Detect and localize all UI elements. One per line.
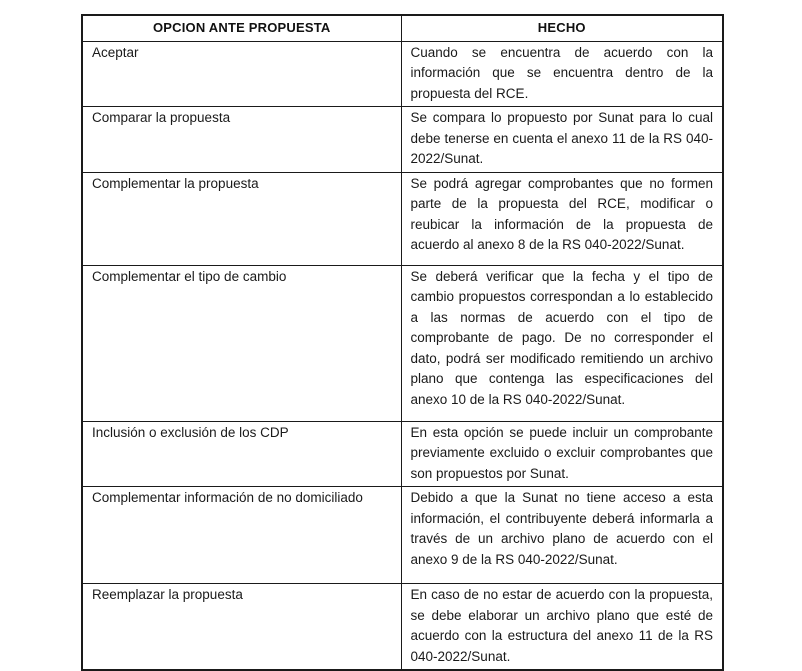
table-row xyxy=(82,172,723,265)
header-opcion-ante-propuesta: OPCION ANTE PROPUESTA xyxy=(82,15,401,41)
hecho-cell: Debido a que la Sunat no tiene acceso a esta información, el contribuyente deberá informarla a través de un archivo plano de acuerdo con el anexo 9 de la RS 040-2022/Sunat. xyxy=(401,487,723,584)
table-row xyxy=(82,584,723,671)
opcion-cell: Inclusión o exclusión de los CDP xyxy=(82,421,401,487)
table-row xyxy=(82,487,723,584)
opcion-cell: Aceptar xyxy=(82,41,401,107)
hecho-cell: Cuando se encuentra de acuerdo con la información que se encuentra dentro de la propuesta del RCE. xyxy=(401,41,723,107)
hecho-cell: En esta opción se puede incluir un comprobante previamente excluido o excluir comprobantes que son propuestos por Sunat. xyxy=(401,421,723,487)
hecho-cell: Se deberá verificar que la fecha y el tipo de cambio propuestos correspondan a lo establecido a las normas de acuerdo con el tipo de comprobante de pago. De no corresponder el dato, podrá ser modificado remitiendo un archivo plano que contenga las especificaciones del anexo 10 de la RS 040-2022/Sunat. xyxy=(401,265,723,421)
table-row xyxy=(82,265,723,421)
document-page xyxy=(81,14,722,671)
opcion-cell: Complementar información de no domiciliado xyxy=(82,487,401,584)
opcion-cell: Complementar el tipo de cambio xyxy=(82,265,401,421)
hecho-cell: Se podrá agregar comprobantes que no formen parte de la propuesta del RCE, modificar o reubicar la información de la propuesta de acuerdo al anexo 8 de la RS 040-2022/Sunat. xyxy=(401,172,723,265)
hecho-cell: Se compara lo propuesto por Sunat para lo cual debe tenerse en cuenta el anexo 11 de la RS 040-2022/Sunat. xyxy=(401,107,723,173)
table-header-row xyxy=(82,15,723,41)
opcion-cell: Comparar la propuesta xyxy=(82,107,401,173)
opcion-cell: Reemplazar la propuesta xyxy=(82,584,401,671)
table-body xyxy=(82,41,723,670)
table-row xyxy=(82,41,723,107)
opcion-cell: Complementar la propuesta xyxy=(82,172,401,265)
opciones-propuesta-table xyxy=(81,14,724,671)
header-hecho: HECHO xyxy=(401,15,723,41)
table-row xyxy=(82,107,723,173)
table-row xyxy=(82,421,723,487)
hecho-cell: En caso de no estar de acuerdo con la propuesta, se debe elaborar un archivo plano que esté de acuerdo con la estructura del anexo 11 de la RS 040-2022/Sunat. xyxy=(401,584,723,671)
